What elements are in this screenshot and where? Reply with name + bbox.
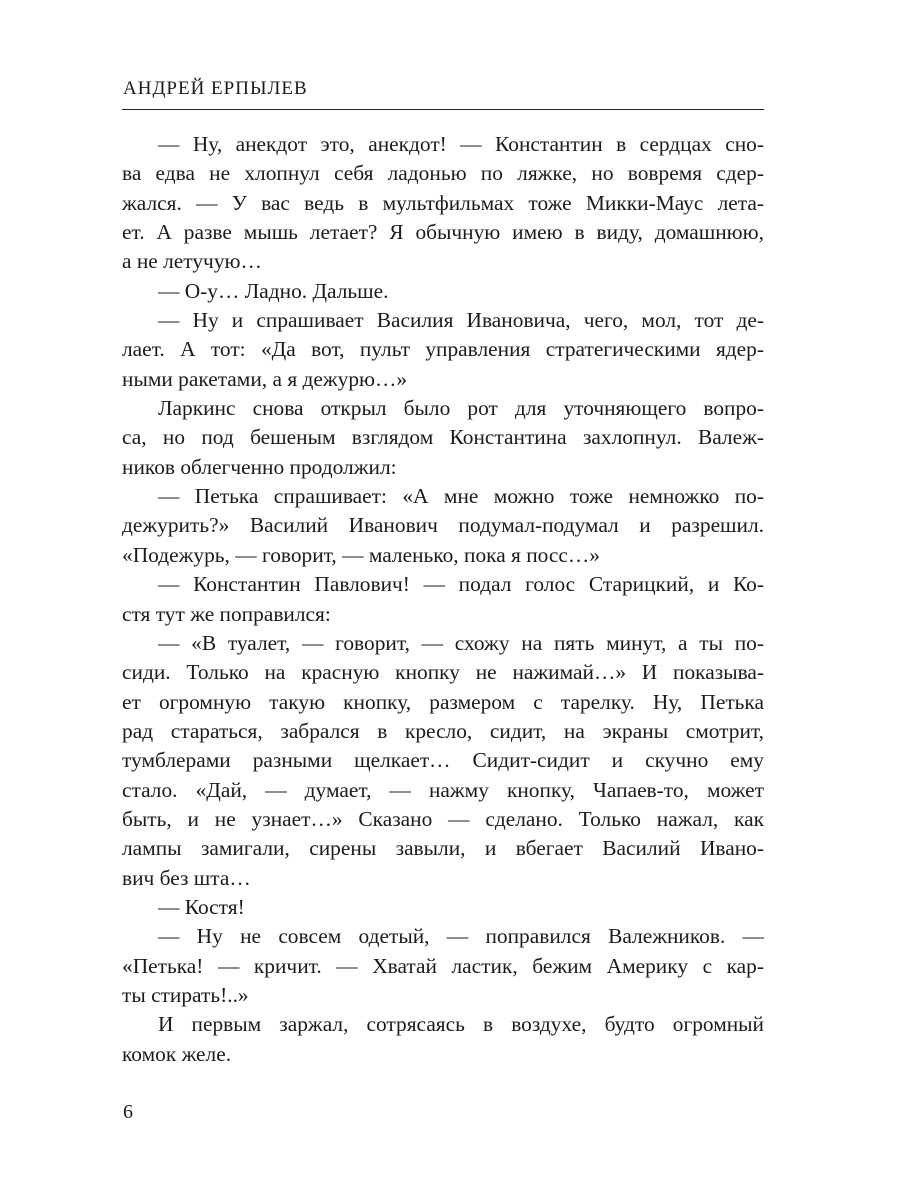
text-line: тумблерами разными щелкает… Сидит-сидит и скучно ему	[122, 748, 764, 773]
text-line: — Костя!	[158, 894, 245, 919]
text-line: стя тут же поправился:	[122, 601, 331, 626]
text-line: ников облегченно продолжил:	[122, 454, 397, 479]
text-line: са, но под бешеным взглядом Константина захлопнул. Валеж-	[122, 425, 764, 450]
text-line: — Ну и спрашивает Василия Ивановича, чего, мол, тот де-	[158, 308, 764, 333]
text-line: стало. «Дай, — думает, — нажму кнопку, Чапаев-то, может	[122, 777, 764, 802]
page-number: 6	[123, 1101, 133, 1123]
text-line: Ларкинс снова открыл было рот для уточняющего вопро-	[158, 396, 764, 421]
text-line: ными ракетами, а я дежурю…»	[122, 366, 408, 391]
body-text	[122, 130, 764, 1069]
text-line: сиди. Только на красную кнопку не нажимай…» И показыва-	[122, 660, 764, 685]
text-line: ет. А разве мышь летает? Я обычную имею в виду, домашнюю,	[122, 220, 764, 245]
running-head-author: АНДРЕЙ ЕРПЫЛЕВ	[123, 78, 308, 99]
text-line: «Петька! — кричит. — Хватай ластик, бежим Америку с кар-	[122, 953, 764, 978]
text-line: быть, и не узнает…» Сказано — сделано. Только нажал, как	[122, 806, 764, 831]
text-line: — Ну не совсем одетый, — поправился Валежников. —	[158, 924, 764, 949]
text-line: — Константин Павлович! — подал голос Старицкий, и Ко-	[158, 572, 764, 597]
text-line: ва едва не хлопнул себя ладонью по ляжке, но вовремя сдер-	[122, 161, 764, 186]
text-line: вич без шта…	[122, 865, 251, 890]
text-line: жался. — У вас ведь в мультфильмах тоже Микки-Маус лета-	[122, 190, 764, 215]
text-line: — Ну, анекдот это, анекдот! — Константин в сердцах сно-	[158, 132, 764, 156]
text-line: а не летучую…	[122, 249, 262, 274]
text-line: лампы замигали, сирены завыли, и вбегает Василий Ивано-	[122, 836, 764, 861]
text-line: дежурить?» Василий Иванович подумал-подумал и разрешил.	[122, 513, 764, 538]
text-line: — Петька спрашивает: «А мне можно тоже немножко по-	[158, 484, 764, 509]
header-rule	[122, 109, 764, 110]
text-line: — О-у… Ладно. Дальше.	[158, 278, 389, 303]
text-line: комок желе.	[122, 1041, 232, 1066]
text-line: «Подежурь, — говорит, — маленько, пока я посс…»	[122, 542, 600, 567]
text-line: рад стараться, забрался в кресло, сидит, на экраны смотрит,	[122, 718, 764, 743]
text-line: И первым заржал, сотрясаясь в воздухе, будто огромный	[158, 1012, 764, 1037]
text-line: лает. А тот: «Да вот, пульт управления стратегическими ядер-	[122, 337, 764, 362]
text-line: ты стирать!..»	[122, 982, 249, 1007]
text-line: — «В туалет, — говорит, — схожу на пять минут, а ты по-	[158, 630, 764, 655]
text-line: ет огромную такую кнопку, размером с тарелку. Ну, Петька	[122, 689, 764, 714]
